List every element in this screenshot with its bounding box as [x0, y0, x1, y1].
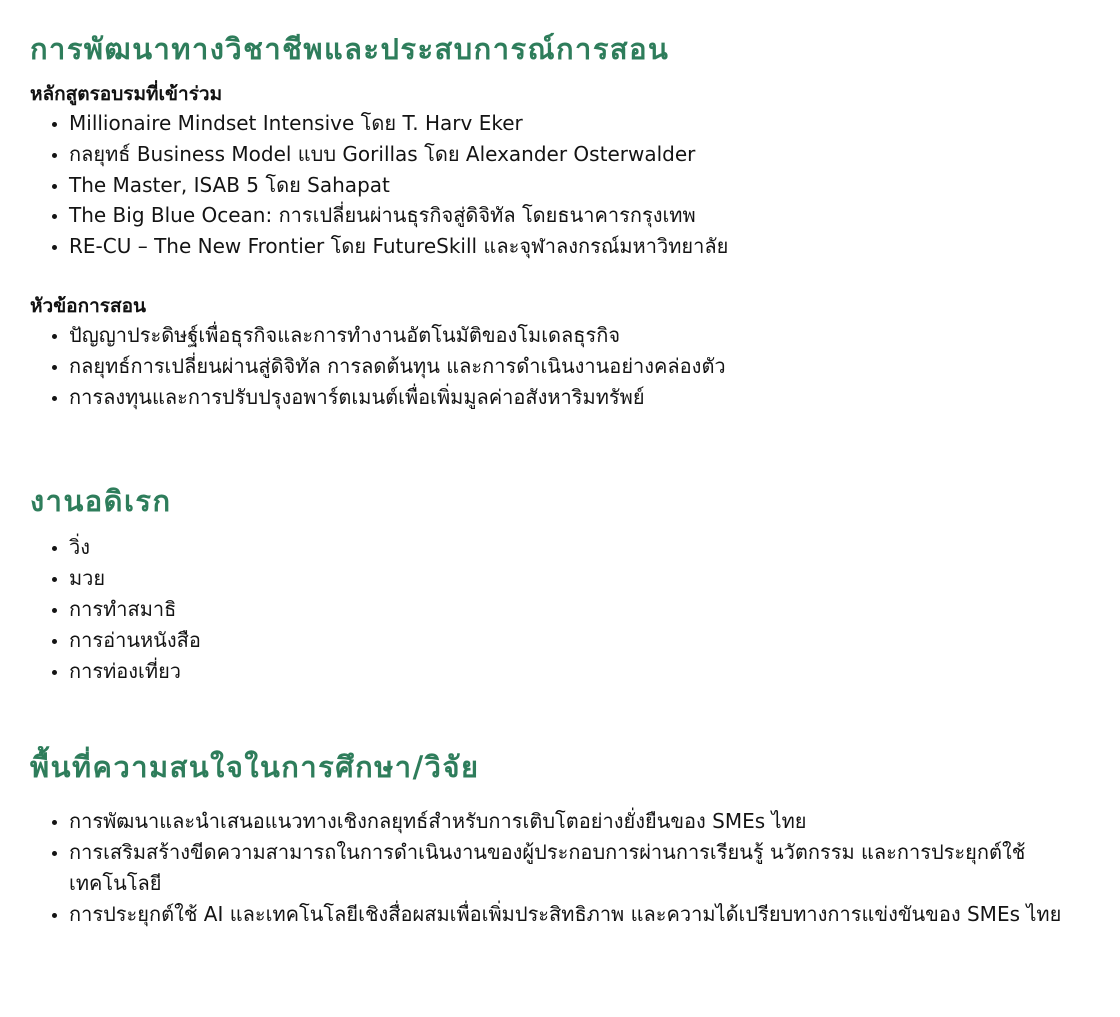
research-interests-list	[30, 806, 1090, 929]
hobbies-section	[30, 480, 1090, 686]
teaching-topics-subheading: หัวข้อการสอน	[30, 294, 146, 317]
course-item: • กลยุทธ์ Business Model แบบ Gorillas โดย Alexander Osterwalder	[69, 139, 1090, 170]
teaching-topic-item: • กลยุทธ์การเปลี่ยนผ่านสู่ดิจิทัล การลดต้นทุน และการดำเนินงานอย่างคล่องตัว	[69, 351, 1090, 382]
research-interest-item: • การเสริมสร้างขีดความสามารถในการดำเนินงานของผู้ประกอบการผ่านการเรียนรู้ นวัตกรรม และการประยุกต์ใช้เทคโนโลยี	[69, 837, 1090, 899]
hobby-item: • การอ่านหนังสือ	[69, 625, 1090, 656]
professional-development-section	[30, 28, 1090, 412]
course-item: • The Big Blue Ocean: การเปลี่ยนผ่านธุรกิจสู่ดิจิทัล โดยธนาคารกรุงเทพ	[69, 200, 1090, 231]
course-item: • RE-CU – The New Frontier โดย FutureSkill และจุฬาลงกรณ์มหาวิทยาลัย	[69, 231, 1090, 262]
teaching-topic-item: • ปัญญาประดิษฐ์เพื่อธุรกิจและการทำงานอัตโนมัติของโมเดลธุรกิจ	[69, 320, 1090, 351]
professional-development-heading: การพัฒนาทางวิชาชีพและประสบการณ์การสอน	[30, 32, 670, 66]
research-interest-item: • การประยุกต์ใช้ AI และเทคโนโลยีเชิงสื่อผสมเพื่อเพิ่มประสิทธิภาพ และความได้เปรียบทางการแข่งขันของ SMEs ไทย	[69, 899, 1090, 930]
teaching-topic-item: • การลงทุนและการปรับปรุงอพาร์ตเมนต์เพื่อเพิ่มมูลค่าอสังหาริมทรัพย์	[69, 382, 1090, 413]
courses-list	[30, 108, 1090, 262]
course-item: • Millionaire Mindset Intensive โดย T. Harv Eker	[69, 108, 1090, 139]
hobby-item: • การทำสมาธิ	[69, 594, 1090, 625]
research-interests-heading: พื้นที่ความสนใจในการศึกษา/วิจัย	[30, 750, 480, 785]
course-item: • The Master, ISAB 5 โดย Sahapat	[69, 170, 1090, 201]
hobby-item: • วิ่ง	[69, 532, 1090, 563]
research-interest-item: • การพัฒนาและนำเสนอแนวทางเชิงกลยุทธ์สำหรับการเติบโตอย่างยั่งยืนของ SMEs ไทย	[69, 806, 1090, 837]
hobby-item: • มวย	[69, 563, 1090, 594]
courses-subheading: หลักสูตรอบรมที่เข้าร่วม	[30, 83, 223, 105]
teaching-topics-list	[30, 320, 1090, 412]
hobby-item: • การท่องเที่ยว	[69, 656, 1090, 687]
section-spacer	[30, 262, 1090, 292]
hobbies-list	[30, 532, 1090, 686]
hobbies-heading: งานอดิเรก	[30, 484, 172, 519]
research-interests-section	[30, 746, 1090, 929]
